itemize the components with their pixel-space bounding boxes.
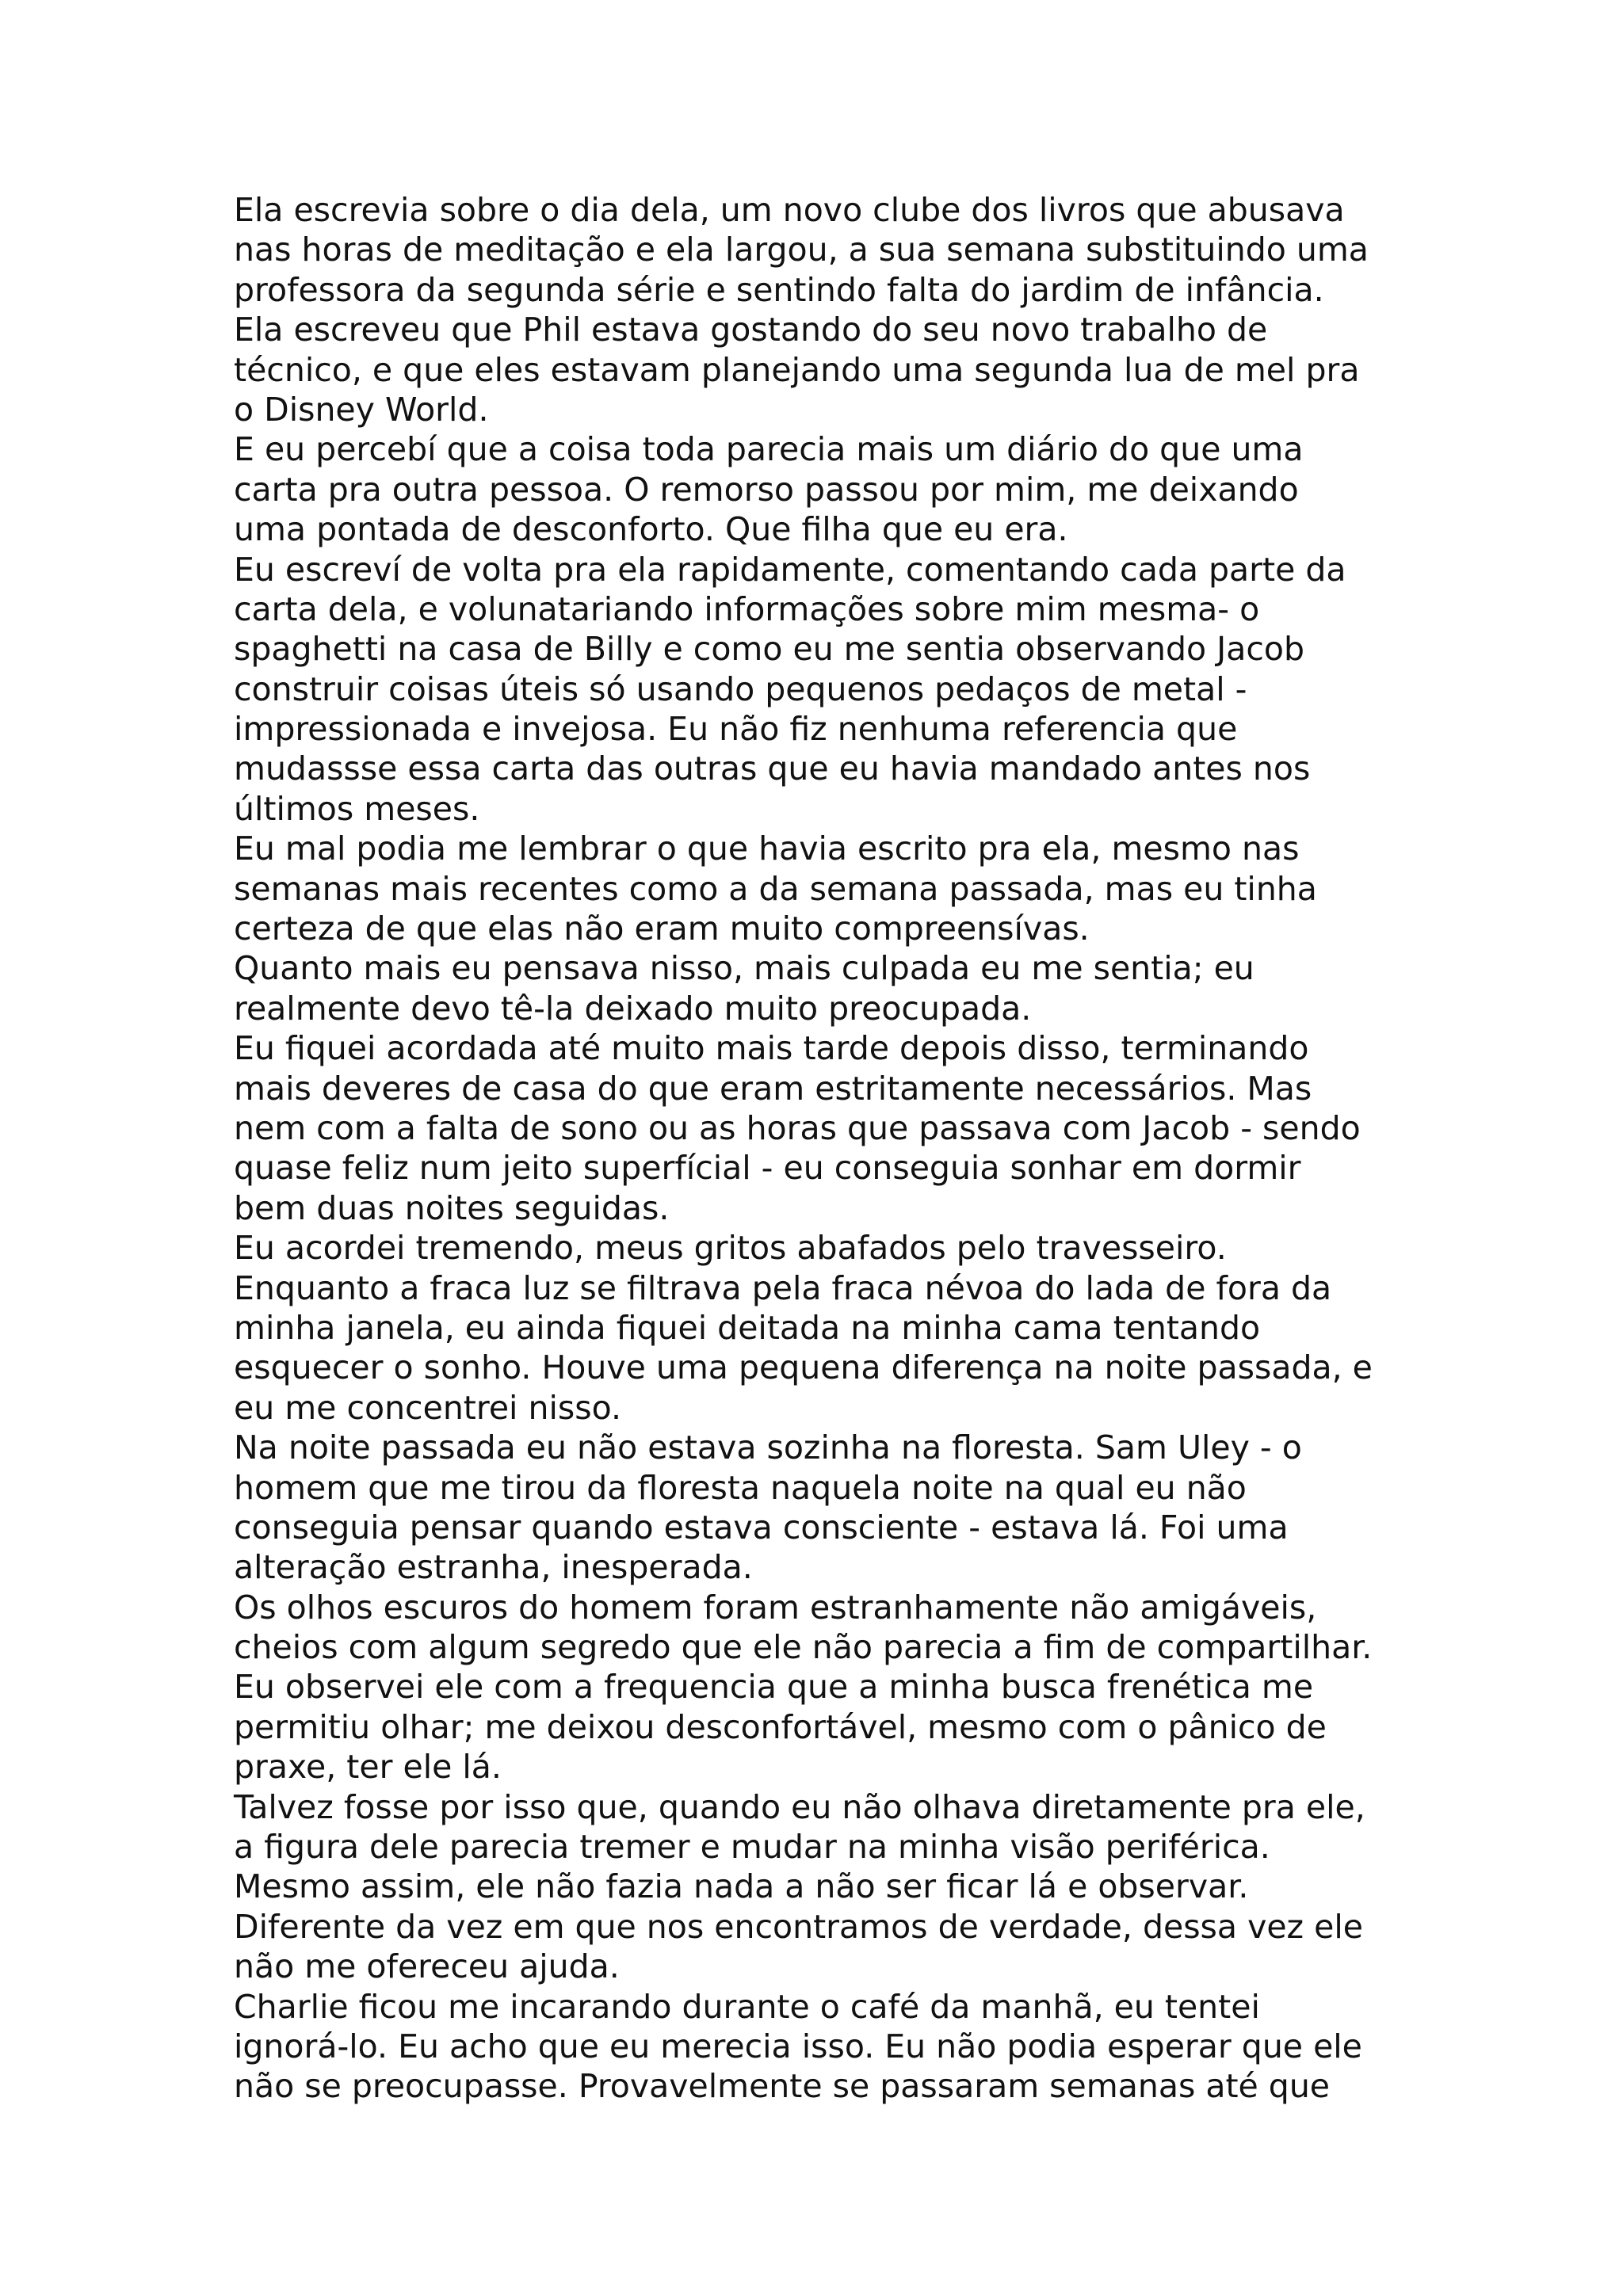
text-line: alteração estranha, inesperada. — [234, 1548, 753, 1587]
text-line: esquecer o sonho. Houve uma pequena diferença na noite passada, e — [234, 1348, 1373, 1387]
text-line: Charlie ficou me incarando durante o café da manhã, eu tentei — [234, 1987, 1260, 2026]
text-line: semanas mais recentes como a da semana passada, mas eu tinha — [234, 869, 1317, 908]
text-line: não me ofereceu ajuda. — [234, 1947, 620, 1986]
text-line: Quanto mais eu pensava nisso, mais culpada eu me sentia; eu — [234, 949, 1254, 988]
text-line: uma pontada de desconforto. Que filha que eu era. — [234, 510, 1068, 549]
text-line: Ela escrevia sobre o dia dela, um novo clube dos livros que abusava — [234, 191, 1345, 229]
text-line: minha janela, eu ainda fiquei deitada na minha cama tentando — [234, 1308, 1261, 1347]
text-line: quase feliz num jeito superfícial - eu conseguia sonhar em dormir — [234, 1149, 1301, 1188]
text-line: não se preocupasse. Provavelmente se passaram semanas até que — [234, 2067, 1331, 2106]
text-line: mais deveres de casa do que eram estritamente necessários. Mas — [234, 1069, 1312, 1108]
text-line: nem com a falta de sono ou as horas que passava com Jacob - sendo — [234, 1108, 1361, 1147]
text-line: impressionada e invejosa. Eu não fiz nenhuma referencia que — [234, 710, 1238, 749]
text-line: cheios com algum segredo que ele não parecia a fim de compartilhar. — [234, 1628, 1373, 1667]
text-line: Diferente da vez em que nos encontramos de verdade, dessa vez ele — [234, 1907, 1363, 1946]
text-line: últimos meses. — [234, 789, 480, 828]
text-line: spaghetti na casa de Billy e como eu me sentia observando Jacob — [234, 630, 1305, 669]
text-line: Eu escreví de volta pra ela rapidamente, comentando cada parte da — [234, 550, 1346, 589]
text-line: certeza de que elas não eram muito compreensívas. — [234, 910, 1090, 948]
text-line: praxe, ter ele lá. — [234, 1748, 502, 1787]
text-line: Talvez fosse por isso que, quando eu não olhava diretamente pra ele, — [234, 1787, 1365, 1826]
text-line: permitiu olhar; me deixou desconfortável, mesmo com o pânico de — [234, 1707, 1327, 1746]
text-line: Na noite passada eu não estava sozinha na floresta. Sam Uley - o — [234, 1428, 1302, 1467]
text-line: Eu acordei tremendo, meus gritos abafados pelo travesseiro. — [234, 1229, 1227, 1268]
text-line: Ela escreveu que Phil estava gostando do seu novo trabalho de — [234, 311, 1268, 349]
text-line: carta dela, e volunatariando informações sobre mim mesma- o — [234, 589, 1260, 628]
text-line: Enquanto a fraca luz se filtrava pela fraca névoa do lada de fora da — [234, 1268, 1332, 1307]
text-line: bem duas noites seguidas. — [234, 1188, 670, 1227]
text-line: E eu percebí que a coisa toda parecia mais um diário do que uma — [234, 430, 1304, 469]
text-line: homem que me tirou da floresta naquela noite na qual eu não — [234, 1468, 1247, 1507]
text-line: professora da segunda série e sentindo falta do jardim de infância. — [234, 270, 1324, 309]
text-line: construir coisas úteis só usando pequenos pedaços de metal - — [234, 669, 1247, 708]
text-line: carta pra outra pessoa. O remorso passou por mim, me deixando — [234, 470, 1299, 509]
text-line: o Disney World. — [234, 390, 489, 429]
text-line: conseguia pensar quando estava consciente - estava lá. Foi uma — [234, 1508, 1289, 1547]
text-line: Eu mal podia me lembrar o que havia escrito pra ela, mesmo nas — [234, 830, 1300, 868]
text-line: mudassse essa carta das outras que eu havia mandado antes nos — [234, 749, 1311, 788]
text-line: Eu fiquei acordada até muito mais tarde depois disso, terminando — [234, 1029, 1309, 1068]
text-line: eu me concentrei nisso. — [234, 1388, 621, 1427]
text-line: Mesmo assim, ele não fazia nada a não ser ficar lá e observar. — [234, 1867, 1249, 1906]
text-line: técnico, e que eles estavam planejando uma segunda lua de mel pra — [234, 350, 1360, 389]
text-line: Os olhos escuros do homem foram estranhamente não amigáveis, — [234, 1588, 1317, 1627]
text-line: a figura dele parecia tremer e mudar na minha visão periférica. — [234, 1828, 1270, 1867]
text-line: ignorá-lo. Eu acho que eu merecia isso. Eu não podia esperar que ele — [234, 2027, 1362, 2065]
text-line: Eu observei ele com a frequencia que a minha busca frenética me — [234, 1668, 1314, 1707]
text-line: nas horas de meditação e ela largou, a sua semana substituindo uma — [234, 231, 1369, 269]
text-line: realmente devo tê-la deixado muito preocupada. — [234, 989, 1032, 1028]
body-text — [234, 190, 1423, 2107]
